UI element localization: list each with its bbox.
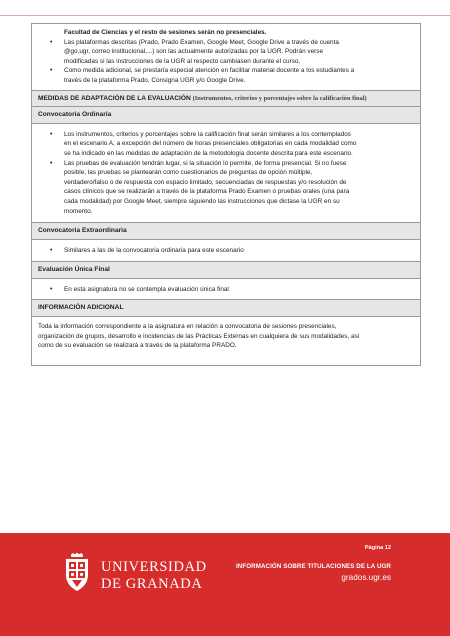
methodology-continuation (32, 24, 420, 91)
bullet-icon: • (50, 38, 53, 46)
section-title: MEDIDAS DE ADAPTACIÓN DE LA EVALUACIÓN (38, 94, 191, 102)
section-header-medidas (32, 91, 420, 108)
list-item (38, 159, 414, 217)
footer-site-link[interactable]: grados.ugr.es (341, 573, 391, 582)
ordinaria-content (32, 124, 420, 223)
bullet-icon: • (50, 67, 53, 75)
bullet-icon: • (50, 130, 53, 138)
page-number: Página 12 (364, 545, 391, 551)
university-name-line1: UNIVERSIDAD (101, 559, 207, 575)
unica-bullet-list (38, 285, 414, 295)
line: Los instrumentos, criterios y porcentajes sobre la calificación final serán similares a los contemplados (64, 130, 351, 138)
section-title: INFORMACIÓN ADICIONAL (38, 304, 124, 312)
section-header-ordinaria (32, 107, 420, 124)
list-item (38, 285, 414, 295)
line: modificadas si las instrucciones de la UGR al respecto cambiasen durante el curso. (64, 57, 301, 65)
intro-bullet-list (38, 38, 414, 86)
line: verdadero/falso o de respuesta con espacio limitado, secuenciadas de respuestas y/o resolución de (64, 178, 347, 186)
list-item (38, 66, 414, 85)
guide-table (31, 23, 421, 366)
adicional-content (32, 317, 420, 366)
list-item (38, 130, 414, 159)
line: en el escenario A, a excepción del número de horas presenciales obligatorias en cada modalidad como (64, 140, 357, 148)
page-footer (0, 533, 450, 636)
bullet-icon: • (50, 159, 53, 167)
section-title: Evaluación Única Final (38, 266, 110, 274)
line: Toda la información correspondiente a la asignatura en relación a convocatoria de sesiones presenciales, (38, 323, 337, 331)
line: @go.ugr, correo institucional,...) son las actualmente autorizadas por la UGR. Podrán verse (64, 48, 324, 56)
extraordinaria-bullet-list (38, 246, 414, 256)
line: como de su evaluación se realizará a través de la plataforma PRADO. (38, 342, 237, 350)
line: momento. (64, 207, 93, 215)
unica-content (32, 279, 420, 301)
line: través de la plataforma Prado, Consigna UGR y/o Google Drive. (64, 76, 246, 84)
line: En esta asignatura no se contempla evaluación única final (64, 285, 229, 293)
university-name-line2: DE GRANADA (101, 576, 203, 592)
line: se ha indicado en las medidas de adaptación de la metodología docente descrita para este escenario. (64, 149, 353, 157)
bullet-icon: • (50, 246, 53, 254)
list-item (38, 246, 414, 256)
intro-bold-line: Facultad de Ciencias y el resto de sesiones serán no presenciales. (64, 29, 267, 36)
line: Como medida adicional, se prestaría especial atención en facilitar material docente a los estudiantes a (64, 67, 355, 75)
line: posible, las pruebas se plantearán como cuestionarios de preguntas de opción múltiple, (64, 169, 313, 177)
bullet-icon: • (50, 285, 53, 293)
line: organización de grupos, desarrollo e incidencias de las Prácticas Externas en cualquiera de sus modalidades, así (38, 332, 360, 340)
university-crest-icon (62, 553, 92, 593)
page-top-rule (0, 15, 450, 16)
section-title: Convocatoria Ordinaria (38, 111, 112, 119)
extraordinaria-content (32, 240, 420, 263)
line: cada modalidad) por Google Meet, siempre siguiendo las instrucciones que dictase la UGR en su (64, 197, 340, 205)
line: Las pruebas de evaluación tendrán lugar, si la situación lo permite, de forma presencial. Si no fuese (64, 159, 347, 167)
section-title: Convocatoria Extraordinaria (38, 227, 127, 235)
section-subtitle: (Instrumentos, criterios y porcentajes sobre la calificación final) (192, 94, 367, 102)
section-header-adicional (32, 300, 420, 317)
line: casos clínicos que se realizarán a través de la plataforma Prado Examen o pruebas orales (una para (64, 188, 350, 196)
footer-info-text: INFORMACIÓN SOBRE TITULACIONES DE LA UGR (235, 563, 391, 570)
section-header-unica (32, 262, 420, 279)
list-item (38, 38, 414, 67)
section-header-extraordinaria (32, 223, 420, 240)
line: Similares a las de la convocatoria ordinaria para este escenario (64, 246, 244, 254)
line: Las plataformas descritas (Prado, Prado Examen, Google Meet, Google Drive a través de cuenta (64, 38, 339, 46)
ordinaria-bullet-list (38, 130, 414, 216)
